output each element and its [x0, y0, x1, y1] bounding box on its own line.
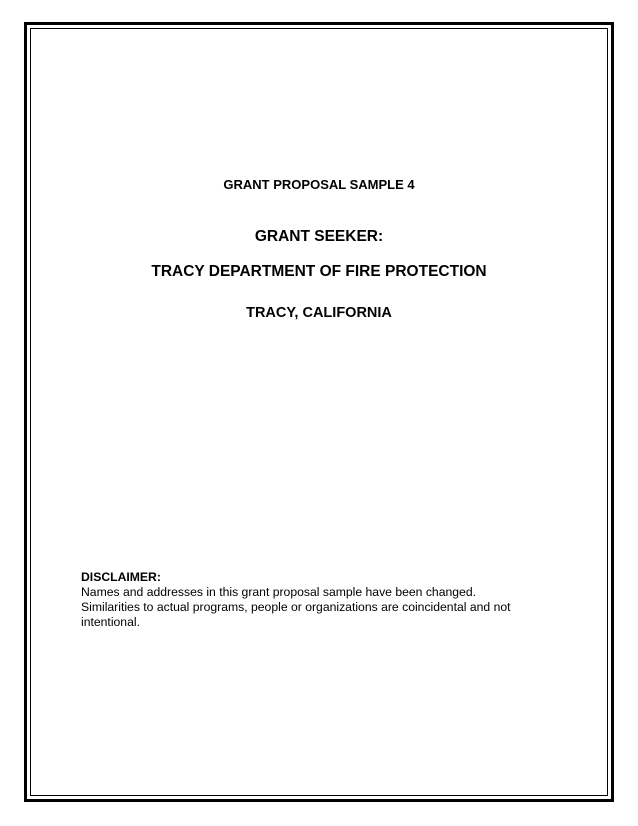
- disclaimer-heading: DISCLAIMER:: [81, 570, 161, 584]
- organization-name: TRACY DEPARTMENT OF FIRE PROTECTION: [151, 263, 487, 280]
- disclaimer-line: intentional.: [81, 615, 140, 629]
- page-border: [24, 22, 614, 802]
- disclaimer-block: [81, 570, 561, 630]
- page-border-inner: [30, 28, 608, 796]
- sample-title: GRANT PROPOSAL SAMPLE 4: [223, 177, 415, 192]
- disclaimer-line: Similarities to actual programs, people or organizations are coincidental and not: [81, 600, 511, 614]
- grant-seeker-label: GRANT SEEKER:: [254, 228, 384, 245]
- organization-location: TRACY, CALIFORNIA: [246, 305, 392, 321]
- disclaimer-line: Names and addresses in this grant proposal sample have been changed.: [81, 585, 476, 599]
